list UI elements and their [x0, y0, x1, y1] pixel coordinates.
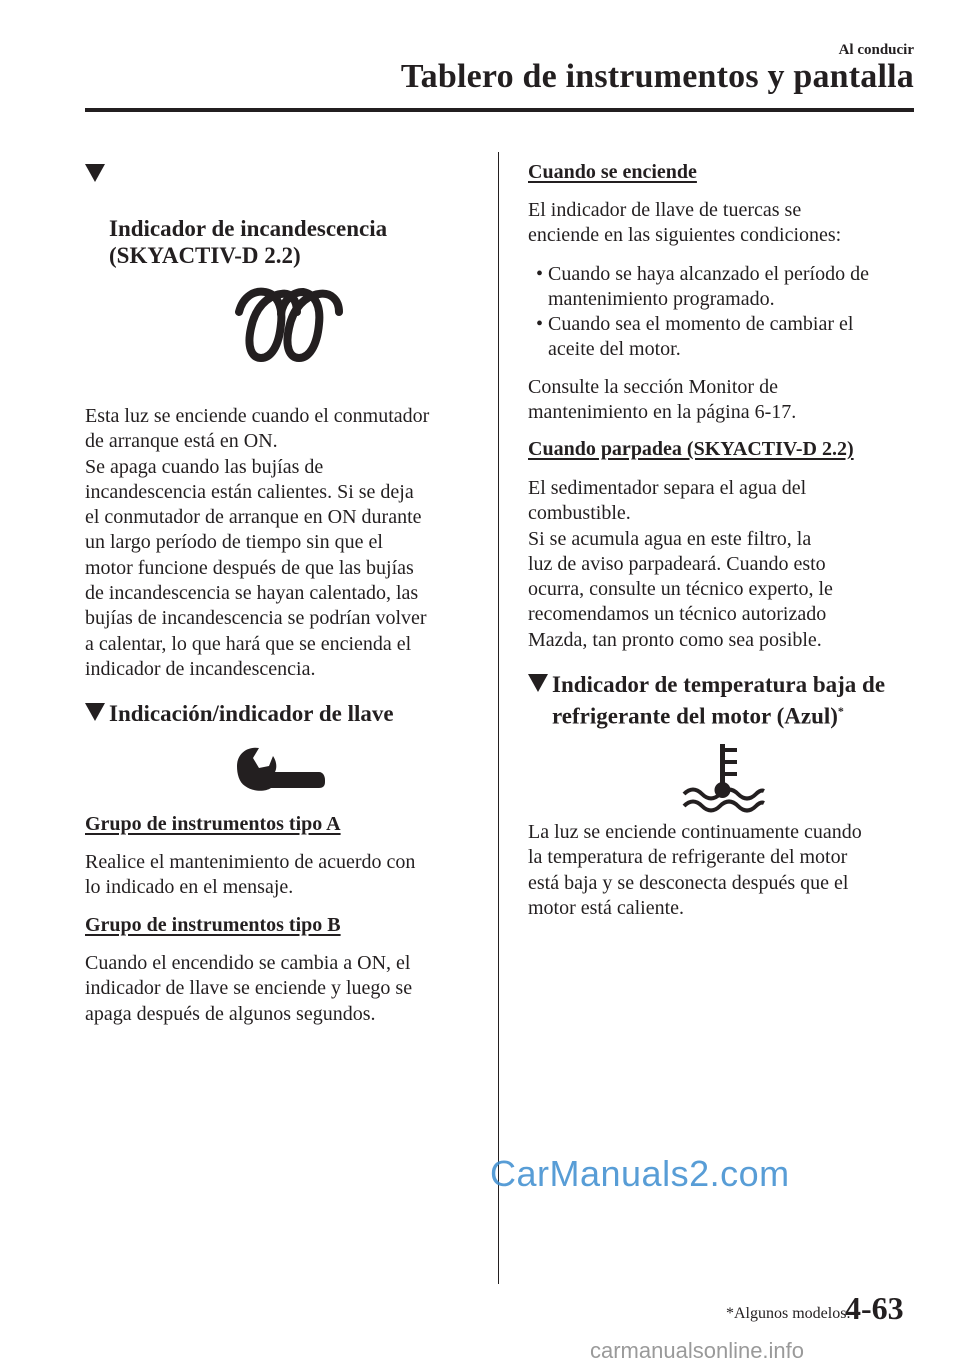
header-rule: [85, 108, 914, 112]
bullet-item: • Cuando se haya alcanzado el período de mantenimiento programado.: [536, 263, 869, 311]
consult-text: Consulte la sección Monitor de mantenimiento en la página 6-17.: [528, 376, 797, 424]
temp-heading-line1: Indicador de temperatura baja de: [552, 672, 886, 697]
type-b-label: Grupo de instrumentos tipo B: [85, 914, 341, 936]
temp-section-heading: [528, 671, 932, 730]
triangle-marker-icon: [85, 164, 105, 182]
glow-section-heading: [85, 161, 489, 269]
wrench-icon: [233, 742, 325, 792]
page-title: Tablero de instrumentos y pantalla: [400, 58, 914, 95]
on-intro: El indicador de llave de tuercas se enciende en las siguientes condiciones:: [528, 199, 842, 247]
type-b-text: Cuando el encendido se cambia a ON, el indicador de llave se enciende y luego se apaga después de algunos segundos.: [85, 952, 413, 1025]
footnote: *Algunos modelos.: [726, 1305, 851, 1322]
temp-heading-line2: refrigerante del motor (Azul): [552, 703, 838, 729]
wrench-heading-text: Indicación/indicador de llave: [109, 701, 394, 726]
triangle-marker-icon: [85, 703, 105, 721]
watermark: CarManuals2.com: [490, 1153, 790, 1194]
type-a-label: Grupo de instrumentos tipo A: [85, 813, 341, 835]
wrench-section-heading: [85, 700, 394, 727]
temp-text: La luz se enciende continuamente cuando la temperatura de refrigerante del motor está baja y se desconecta después que el motor está caliente.: [528, 821, 862, 919]
column-divider: [498, 152, 499, 1284]
glow-plug-coil-icon: [233, 286, 345, 364]
type-a-text: Realice el mantenimiento de acuerdo con lo indicado en el mensaje.: [85, 851, 416, 899]
footer-site-watermark: carmanualsonline.info: [590, 1338, 805, 1363]
bullet-item: • Cuando sea el momento de cambiar el aceite del motor.: [536, 313, 854, 361]
glow-description: Esta luz se enciende cuando el conmutador de arranque está en ON. Se apaga cuando las bujías de incandescencia están calientes. Si se deja el conmutador de arranque en ON durante un largo período de tiempo sin que el motor funcione después de que las bujías de incandescencia se hayan calentado, las bujías de incandescencia se podrían volver a calentar, lo que hará que se encienda el indicador de incandescencia.: [85, 405, 430, 680]
some-models-mark: *: [837, 704, 844, 718]
coolant-temperature-icon: [680, 742, 766, 814]
page-number: 4-63: [845, 1290, 904, 1326]
blink-text: El sedimentador separa el agua del combustible. Si se acumula agua en este filtro, la luz de aviso parpadeará. Cuando esto ocurra, consulte un técnico experto, le recomendamos un técnico autorizado Mazda, tan pronto como sea posible.: [528, 477, 833, 651]
glow-heading-text: Indicador de incandescencia (SKYACTIV-D 2.2): [109, 216, 388, 268]
triangle-marker-icon: [528, 674, 548, 692]
blink-label: Cuando parpadea (SKYACTIV-D 2.2): [528, 438, 854, 460]
on-label: Cuando se enciende: [528, 161, 697, 183]
header-section: Al conducir: [838, 42, 914, 58]
